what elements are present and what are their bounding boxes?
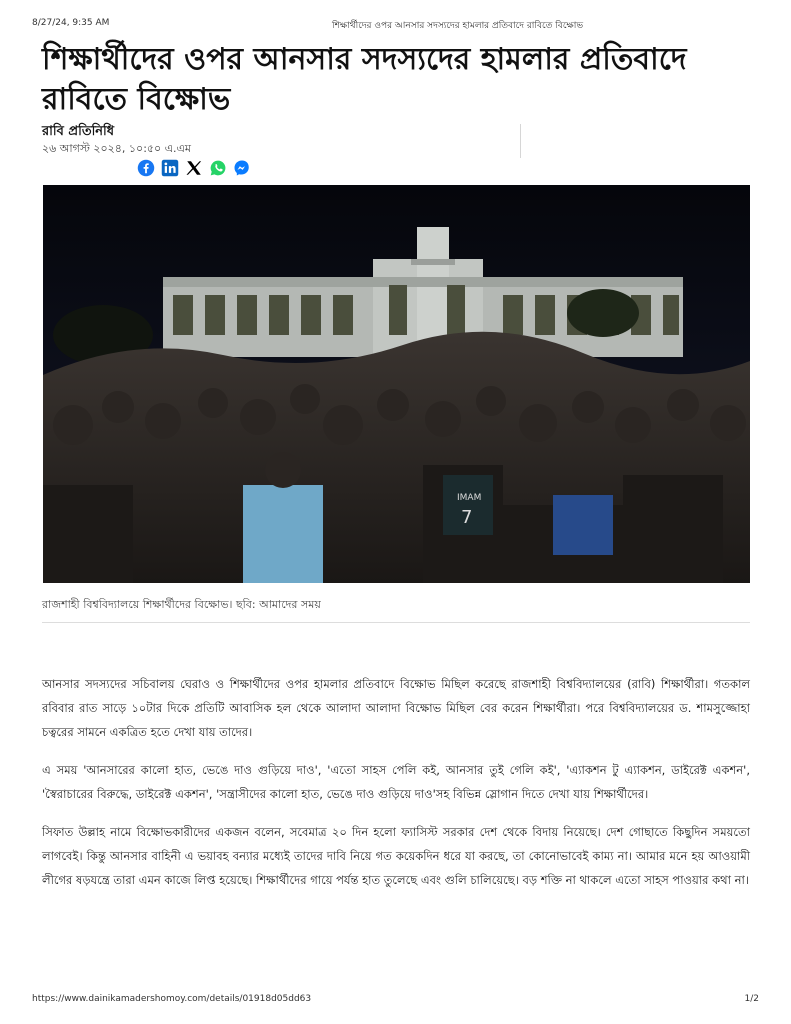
page-number: 1/2 (744, 994, 759, 1004)
divider (42, 622, 750, 623)
messenger-icon[interactable] (232, 158, 252, 178)
page-url: https://www.dainikamadershomoy.com/details/01918d05dd63 (32, 994, 312, 1004)
article-body (42, 672, 750, 906)
print-page-title: শিক্ষার্থীদের ওপর আনসার সদস্যদের হামলার প্রতিবাদে রাবিতে বিক্ষোভ (332, 21, 584, 31)
facebook-icon[interactable] (136, 158, 156, 178)
publish-date: ২৬ আগস্ট ২০২৪, ১০:৫০ এ.এম (42, 142, 192, 155)
svg-text:7: 7 (461, 507, 473, 528)
print-footer (32, 994, 759, 1008)
byline (42, 124, 191, 156)
byline-divider (520, 124, 521, 158)
author-name[interactable]: রাবি প্রতিনিধি (42, 124, 115, 139)
print-datetime: 8/27/24, 9:35 AM (32, 18, 110, 28)
article-paragraph: সিফাত উল্লাহ নামে বিক্ষোভকারীদের একজন বলেন, সবেমাত্র ২০ দিন হলো ফ্যাসিস্ট সরকার দেশ থেকে বিদায় নিয়েছে। দেশ গোছাতে কিছুদিন সময়তো লাগবেই। কিন্তু আনসার বাহিনী এ ভয়াবহ বন্যার মধ্যেই তাদের দাবি নিয়ে গত কয়েকদিন ধরে যা করছে, তা কোনোভাবেই কাম্য না। আমার মনে হয় আওয়ামী লীগের ষড়যন্ত্রে তারা এমন কাজে লিপ্ত হয়েছে। শিক্ষার্থীদের গায়ে পর্যন্ত হাত তুলেছে এবং গুলি চালিয়েছে। বড় শক্তি না থাকলে এতো সাহস পাওয়ার কথা না। (42, 825, 750, 887)
x-icon[interactable] (184, 158, 204, 178)
article-headline: শিক্ষার্থীদের ওপর আনসার সদস্যদের হামলার প্রতিবাদে রাবিতে বিক্ষোভ (42, 42, 687, 117)
svg-text:IMAM: IMAM (457, 493, 482, 503)
print-header (32, 18, 759, 32)
share-bar (136, 158, 252, 178)
article-photo (43, 185, 750, 583)
linkedin-icon[interactable] (160, 158, 180, 178)
whatsapp-icon[interactable] (208, 158, 228, 178)
article-paragraph: এ সময় 'আনসারের কালো হাত, ভেঙে দাও গুড়িয়ে দাও', 'এতো সাহস পেলি কই, আনসার তুই গেলি কই', 'এ্যাকশন টু এ্যাকশন, ডাইরেক্ট একশন', 'স্বৈরাচারের বিরুদ্ধে, ডাইরেক্ট একশন', 'সন্ত্রাসীদের কালো হাত, ভেঙে দাও গুড়িয়ে দাও'সহ বিভিন্ন স্লোগান দিতে দেখা যায় শিক্ষার্থীদের। (42, 763, 750, 801)
article-paragraph: আনসার সদস্যদের সচিবালয় ঘেরাও ও শিক্ষার্থীদের ওপর হামলার প্রতিবাদে বিক্ষোভ মিছিল করেছে রাজশাহী বিশ্ববিদ্যালয়ের (রাবি) শিক্ষার্থীরা। গতকাল রবিবার রাত সাড়ে ১০টার দিকে প্রতিটি আবাসিক হল থেকে আলাদা আলাদা বিক্ষোভ মিছিল বের করেন শিক্ষার্থীরা। পরে বিশ্ববিদ্যালয়ের ড. শামসুজ্জোহা চত্বরের সামনে একত্রিত হতে দেখা যায় তাদের। (42, 677, 750, 739)
photo-caption: রাজশাহী বিশ্ববিদ্যালয়ে শিক্ষার্থীদের বিক্ষোভ। ছবি: আমাদের সময় (42, 598, 321, 611)
